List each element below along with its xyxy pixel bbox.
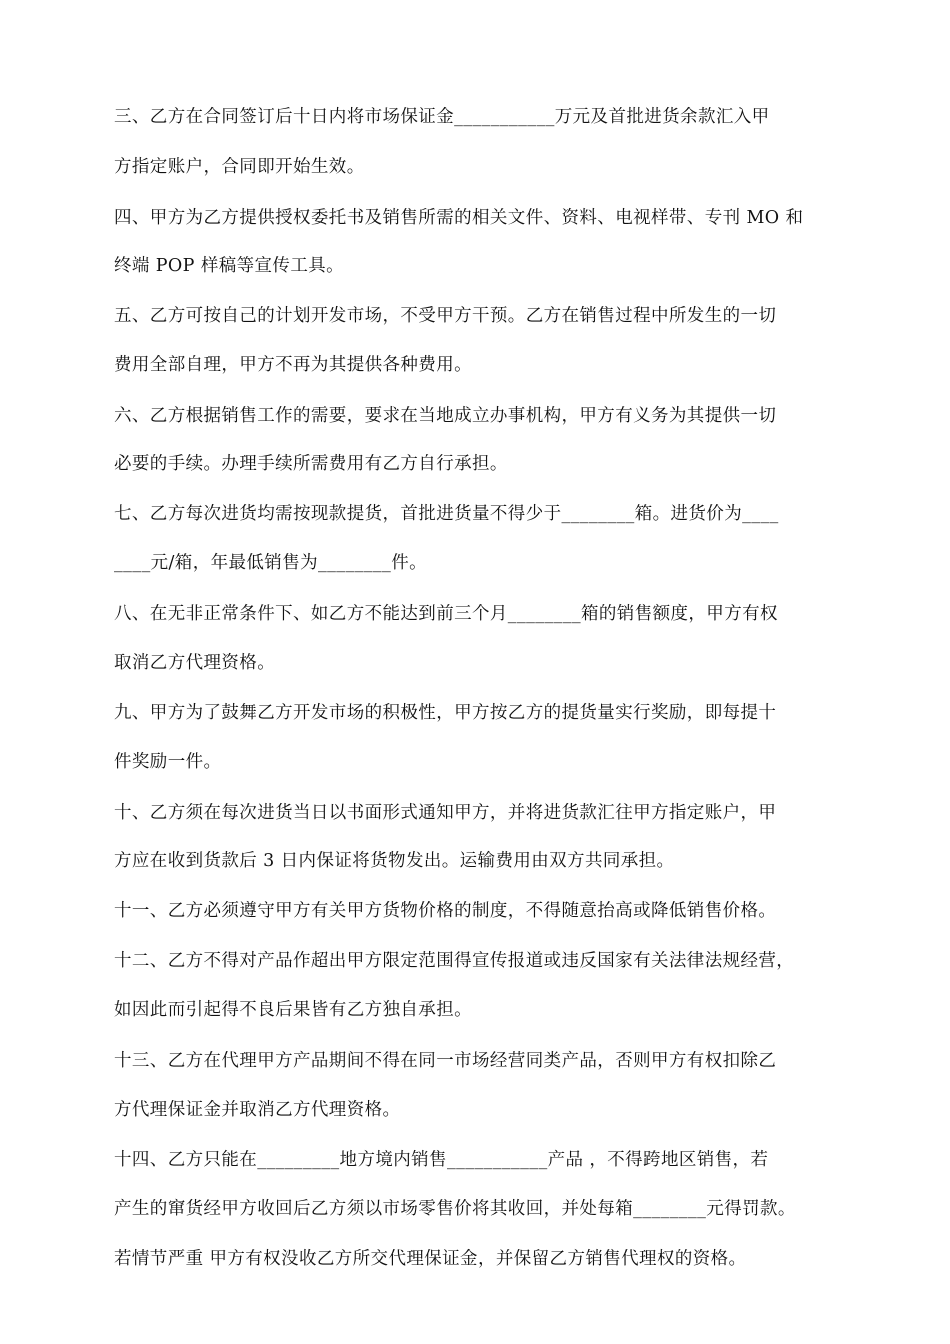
clause-6-line-2: 必要的手续。办理手续所需费用有乙方自行承担。 [114, 454, 508, 474]
clause-14-line-2: 产生的窜货经甲方收回后乙方须以市场零售价将其收回，并处每箱________元得罚款。 [114, 1199, 796, 1219]
clause-14-line-1: 十四、乙方只能在_________地方境内销售___________产品 ，不得跨地区销售，若 [114, 1150, 769, 1170]
clause-13-line-1: 十三、乙方在代理甲方产品期间不得在同一市场经营同类产品，否则甲方有权扣除乙 [114, 1051, 777, 1071]
clause-3-line-2: 方指定账户，合同即开始生效。 [114, 157, 365, 177]
clause-3-line-1: 三、乙方在合同签订后十日内将市场保证金___________万元及首批进货余款汇入甲 [114, 107, 770, 127]
clause-9-line-1: 九、甲方为了鼓舞乙方开发市场的积极性，甲方按乙方的提货量实行奖励，即每提十 [114, 703, 777, 723]
clause-11-line-1: 十一、乙方必须遵守甲方有关甲方货物价格的制度，不得随意抬高或降低销售价格。 [114, 901, 777, 921]
clause-10-line-2: 方应在收到货款后 3 日内保证将货物发出。运输费用由双方共同承担。 [114, 851, 675, 871]
clause-5-line-2: 费用全部自理，甲方不再为其提供各种费用。 [114, 355, 472, 375]
clause-9-line-2: 件奖励一件。 [114, 752, 222, 772]
clause-10-line-1: 十、乙方须在每次进货当日以书面形式通知甲方，并将进货款汇往甲方指定账户，甲 [114, 803, 777, 823]
clause-4-line-1: 四、甲方为乙方提供授权委托书及销售所需的相关文件、资料、电视样带、专刊 MO 和 [114, 208, 804, 228]
clause-7-line-2: ____元/箱，年最低销售为________件。 [114, 553, 427, 573]
clause-8-line-2: 取消乙方代理资格。 [114, 653, 276, 673]
clause-12-line-2: 如因此而引起得不良后果皆有乙方独自承担。 [114, 1000, 472, 1020]
clause-12-line-1: 十二、乙方不得对产品作超出甲方限定范围得宣传报道或违反国家有关法律法规经营， [114, 951, 795, 971]
clause-7-line-1: 七、乙方每次进货均需按现款提货，首批进货量不得少于________箱。进货价为____ [114, 504, 779, 524]
clause-4-line-2: 终端 POP 样稿等宣传工具。 [114, 256, 345, 276]
clause-5-line-1: 五、乙方可按自己的计划开发市场，不受甲方干预。乙方在销售过程中所发生的一切 [114, 306, 777, 326]
clause-6-line-1: 六、乙方根据销售工作的需要，要求在当地成立办事机构，甲方有义务为其提供一切 [114, 406, 777, 426]
clause-14-line-3: 若情节严重 甲方有权没收乙方所交代理保证金，并保留乙方销售代理权的资格。 [114, 1249, 747, 1269]
clause-8-line-1: 八、在无非正常条件下、如乙方不能达到前三个月________箱的销售额度，甲方有权 [114, 604, 778, 624]
clause-13-line-2: 方代理保证金并取消乙方代理资格。 [114, 1100, 401, 1120]
